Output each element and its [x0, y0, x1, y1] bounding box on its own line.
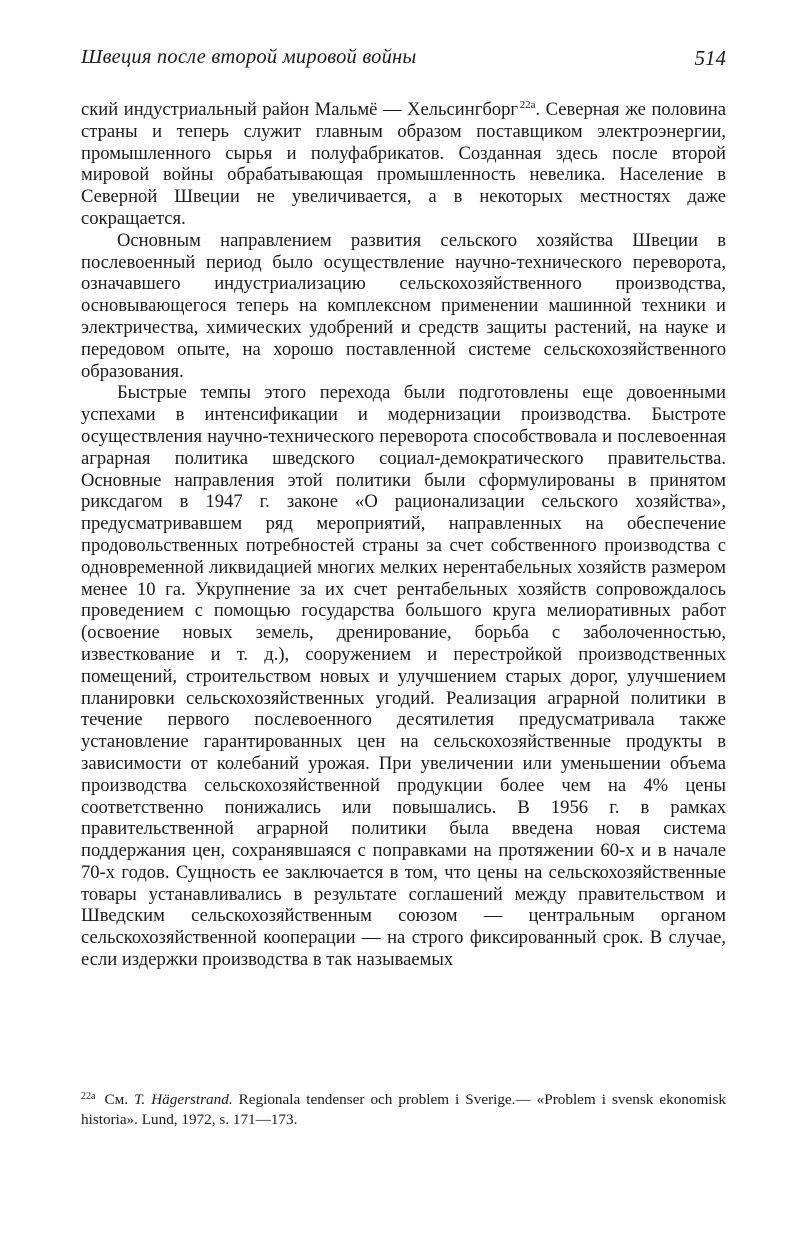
running-head	[81, 46, 726, 76]
footnote	[81, 1090, 726, 1129]
footnote-prefix: См.	[104, 1091, 129, 1108]
footnote-text: Regionala tendenser och problem i Sverige.— «Problem i svensk ekonomisk historia». Lund, 1972, s. 171—173.	[81, 1091, 727, 1128]
paragraph-1-start: ский индустриальный район Мальмё — Хельсингборг	[81, 99, 518, 120]
paragraph-2: Основным направлением развития сельского хозяйства Швеции в послевоенный период было осуществление научно-технического переворота, означавшего индустриализацию сельскохозяйственного производства, основывающегося теперь на комплексном применении машинной техники и электричества, химических удобрений и средств защиты растений, на науке и передовом опыте, на хорошо поставленной системе сельскохозяйственного образования.	[81, 229, 726, 382]
running-head-title: Швеция после второй мировой войны	[81, 46, 417, 68]
footnote-author: T. Hägerstrand.	[134, 1091, 233, 1108]
footnote-mark: 22a	[81, 1091, 96, 1102]
paragraph-1	[81, 99, 726, 230]
page-number: 514	[694, 46, 726, 70]
footnote-ref: 22a	[519, 99, 536, 111]
body-text	[81, 99, 726, 971]
paragraph-3: Быстрые темпы этого перехода были подготовлены еще довоенными успехами в интенсификации и модернизации производства. Быстроте осуществления научно-технического переворота способствовала и послевоенная аграрная политика шведского социал-демократического правительства. Основные направления этой политики были сформулированы в принятом риксдагом в 1947 г. законе «О рационализации сельского хозяйства», предусматривавшем ряд мероприятий, направленных на обеспечение продовольственных потребностей страны за счет собственного производства с одновременной ликвидацией многих мелких нерентабельных хозяйств размером менее 10 га. Укрупнение за их счет рентабельных хозяйств сопровождалось проведением с помощью государства большого круга мелиоративных работ (освоение новых земель, дренирование, борьба с заболоченностью, известкование и т. д.), сооружением и перестройкой производственных помещений, строительством новых и улучшением старых дорог, улучшением планировки сельскохозяйственных угодий. Реализация аграрной политики в течение первого послевоенного десятилетия предусматривала также установление гарантированных цен на сельскохозяйственные продукты в зависимости от колебаний урожая. При увеличении или уменьшении объема производства сельскохозяйственной продукции более чем на 4% цены соответственно понижались или повышались. В 1956 г. в рамках правительственной аграрной политики была введена новая система поддержания цен, сохранявшаяся с поправками на протяжении 60-х и в начале 70-х годов. Сущность ее заключается в том, что цены на сельскохозяйственные товары устанавливались в результате соглашений между правительством и Шведским сельскохозяйственным союзом — центральным органом сельскохозяйственной кооперации — на строго фиксированный срок. В случае, если издержки производства в так называемых	[81, 382, 726, 971]
paragraph-1-end: . Северная же половина страны и теперь служит главным образом поставщиком электроэнергии, промышленного сырья и полуфабрикатов. Созданная здесь после второй мировой войны обрабатывающая промышленность невелика. Население в Северной Швеции не увеличивается, а в некоторых местностях даже сокращается.	[81, 99, 726, 229]
